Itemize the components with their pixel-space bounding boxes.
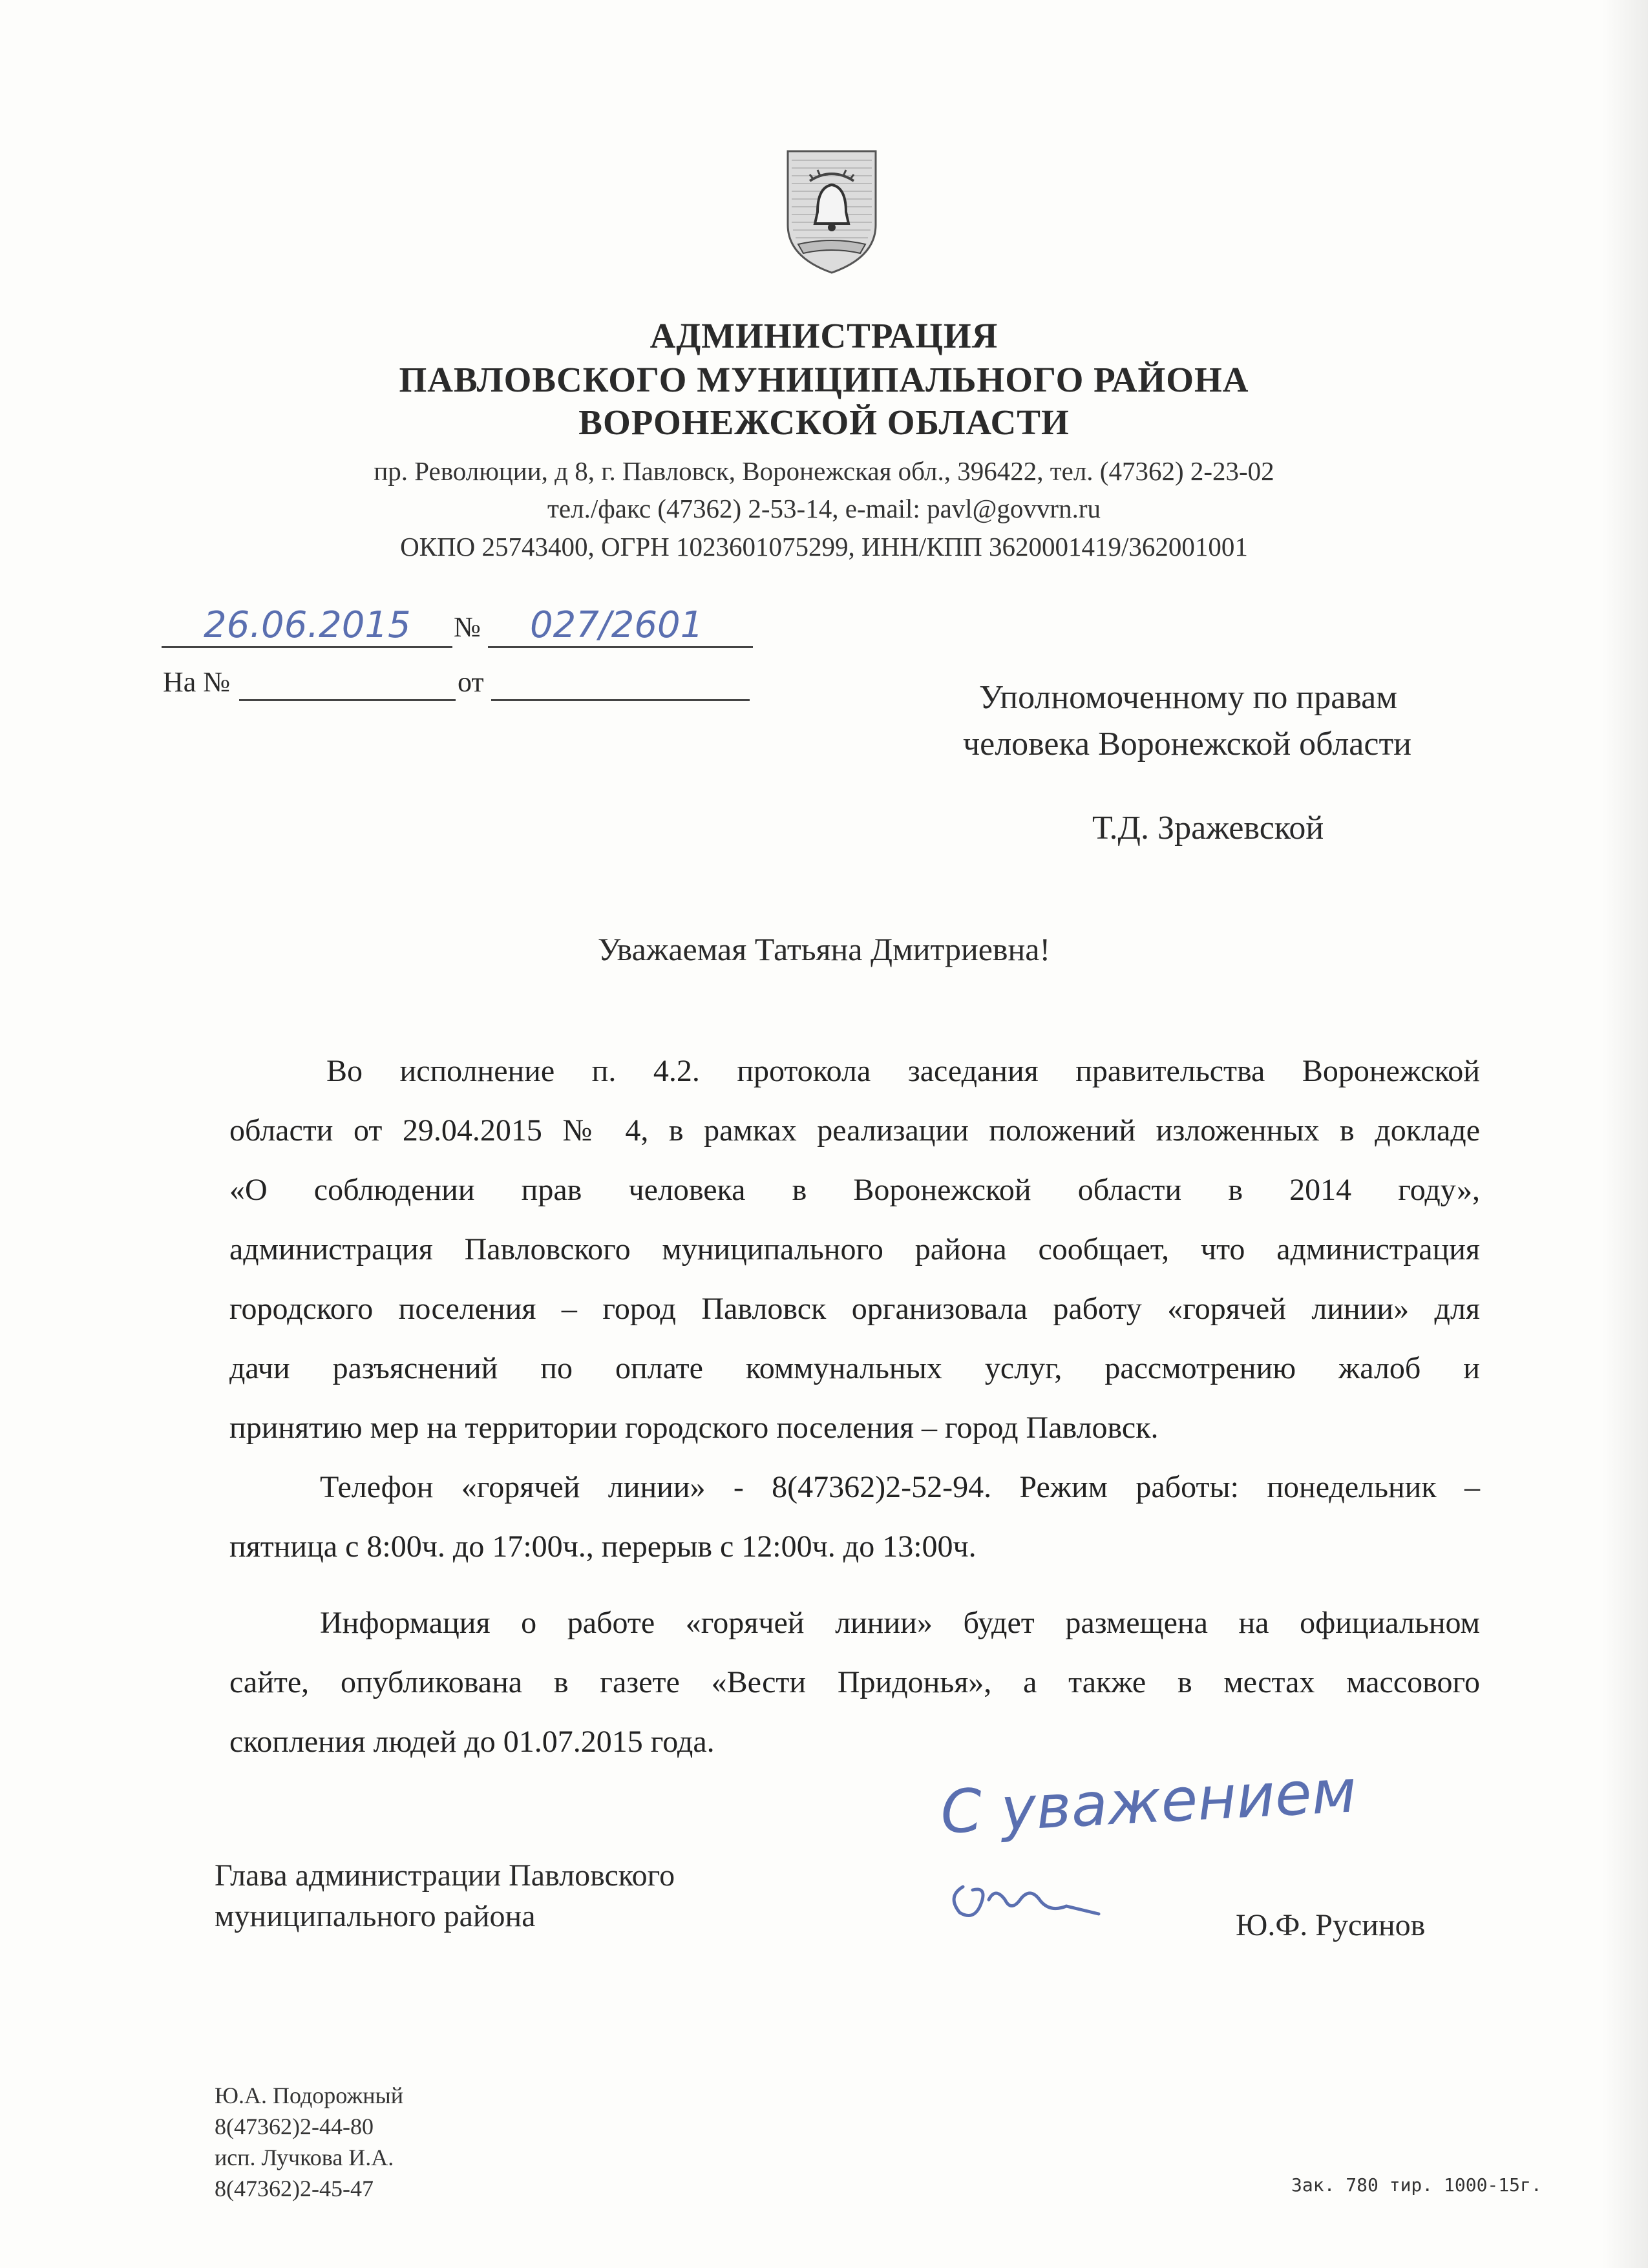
signatory-position-line1: Глава администрации Павловского <box>215 1858 675 1893</box>
signatory-name: Ю.Ф. Русинов <box>1236 1908 1426 1942</box>
executor-2-name: исп. Лучкова И.А. <box>215 2145 394 2170</box>
text-line: администрация Павловского муниципального района сообщает, что администрация <box>229 1232 1480 1266</box>
paragraph-2 <box>229 1458 1480 1577</box>
org-name-line2: ПАВЛОВСКОГО МУНИЦИПАЛЬНОГО РАЙОНА <box>399 360 1249 399</box>
executor-1-phone: 8(47362)2-44-80 <box>215 2114 374 2139</box>
text-line: городского поселения – город Павловск организовала работу «горячей линии» для <box>229 1292 1480 1326</box>
ref-number-underline <box>239 699 456 701</box>
handwritten-date: 26.06.2015 <box>204 604 411 646</box>
text-line: Во исполнение п. 4.2. протокола заседания правительства Воронежской <box>326 1054 1480 1088</box>
org-contacts: тел./факс (47362) 2-53-14, e-mail: pavl@govvrn.ru <box>547 494 1101 523</box>
org-name-line1: АДМИНИСТРАЦИЯ <box>650 316 998 355</box>
addressee-line2: человека Воронежской области <box>963 726 1412 762</box>
date-underline <box>162 646 452 648</box>
paragraph-1 <box>229 1042 1480 1458</box>
text-line: принятию мер на территории городского поселения – город Павловск. <box>229 1411 1159 1445</box>
text-line: области от 29.04.2015 № 4, в рамках реализации положений изложенных в докладе <box>229 1113 1480 1148</box>
org-registry-codes: ОКПО 25743400, ОГРН 1023601075299, ИНН/КПП 3620001419/362001001 <box>400 532 1248 562</box>
ref-from-label: от <box>458 666 484 698</box>
handwritten-closing: С уважением <box>938 1756 1358 1847</box>
text-line: сайте, опубликована в газете «Вести Придонья», а также в местах массового <box>229 1665 1480 1699</box>
text-line: скопления людей до 01.07.2015 года. <box>229 1725 715 1759</box>
ref-number-label: На № <box>163 666 231 698</box>
salutation: Уважаемая Татьяна Дмитриевна! <box>597 931 1051 967</box>
executor-1-name: Ю.А. Подорожный <box>215 2083 403 2108</box>
text-line: Информация о работе «горячей линии» будет размещена на официальном <box>320 1606 1480 1640</box>
text-line: дачи разъяснений по оплате коммунальных услуг, рассмотрению жалоб и <box>229 1351 1480 1385</box>
org-name-line3: ВОРОНЕЖСКОЙ ОБЛАСТИ <box>578 403 1070 442</box>
signature-scribble <box>944 1861 1112 1932</box>
org-address: пр. Революции, д 8, г. Павловск, Воронежская обл., 396422, тел. (47362) 2-23-02 <box>374 456 1274 486</box>
number-underline <box>488 646 753 648</box>
print-info: Зак. 780 тир. 1000-15г. <box>1291 2174 1542 2196</box>
text-line: Телефон «горячей линии» - 8(47362)2-52-94. Режим работы: понедельник – <box>320 1470 1480 1504</box>
handwritten-number: 027/2601 <box>530 604 704 646</box>
text-line: пятница с 8:00ч. до 17:00ч., перерыв с 12:00ч. до 13:00ч. <box>229 1529 977 1564</box>
text-line: «О соблюдении прав человека в Воронежской области в 2014 году», <box>229 1173 1480 1207</box>
ref-from-underline <box>491 699 750 701</box>
paragraph-3 <box>229 1593 1480 1772</box>
addressee-name: Т.Д. Зражевской <box>1092 810 1324 846</box>
addressee-line1: Уполномоченному по правам <box>979 679 1398 716</box>
executor-2-phone: 8(47362)2-45-47 <box>215 2176 374 2201</box>
number-label: № <box>454 611 481 643</box>
coat-of-arms-bell-icon <box>784 147 880 277</box>
signatory-position-line2: муниципального района <box>215 1899 536 1933</box>
